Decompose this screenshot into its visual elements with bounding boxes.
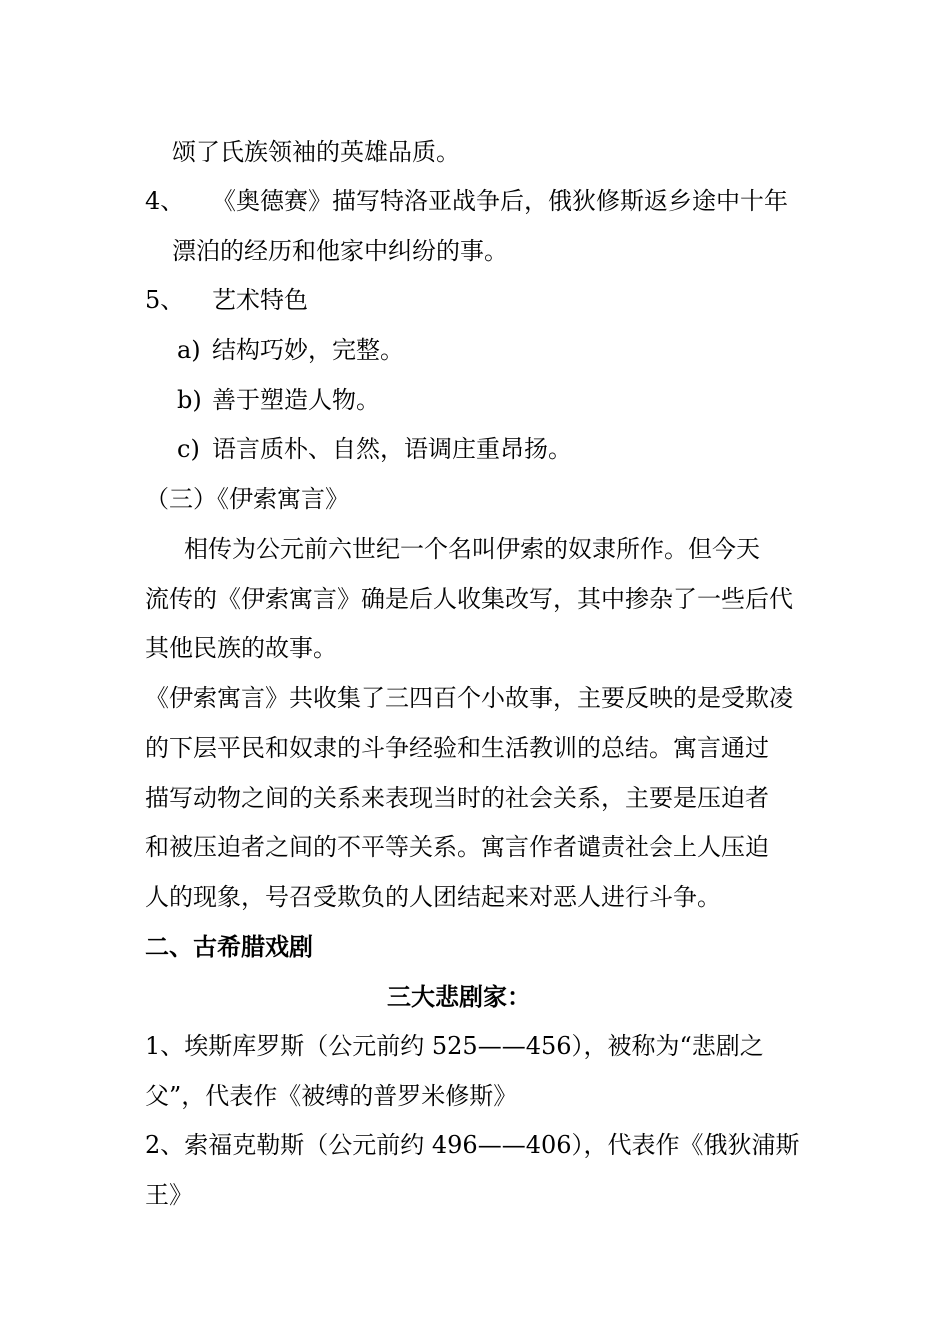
tragedian1-line1: 1、埃斯库罗斯（公元前约 525——456），被称为“悲剧之 [145,1032,764,1060]
chapter2-heading: 二、古希腊戏剧 [145,932,313,961]
para1-line2: 流传的《伊索寓言》确是后人收集改写，其中掺杂了一些后代 [145,585,793,613]
para2-line1: 《伊索寓言》共收集了三四百个小故事，主要反映的是受欺凌 [145,684,793,712]
section3-heading: （三）《伊索寓言》 [145,485,349,513]
subitem-c-marker: c) [177,435,200,463]
subitem-c-text: 语言质朴、自然，语调庄重昂扬。 [212,435,572,463]
para1-line3: 其他民族的故事。 [145,634,337,662]
subitem-b-text: 善于塑造人物。 [212,386,380,414]
para2-line2: 的下层平民和奴隶的斗争经验和生活教训的总结。寓言通过 [145,734,769,762]
item5-title: 艺术特色 [212,286,308,314]
item3-continuation: 颂了氏族领袖的英雄品质。 [172,138,460,166]
para1-line1: 相传为公元前六世纪一个名叫伊索的奴隶所作。但今天 [184,535,760,563]
subitem-b-marker: b) [177,386,202,414]
item5-number: 5、 [145,286,185,314]
tragedian1-line2: 父”，代表作《被缚的普罗米修斯》 [145,1082,518,1110]
para2-line5: 人的现象，号召受欺负的人团结起来对恶人进行斗争。 [145,883,721,911]
subitem-a-text: 结构巧妙，完整。 [212,336,404,364]
subitem-a-marker: a) [177,336,201,364]
para2-line3: 描写动物之间的关系来表现当时的社会关系，主要是压迫者 [145,784,769,812]
para2-line4: 和被压迫者之间的不平等关系。寓言作者谴责社会上人压迫 [145,833,769,861]
item4-line2: 漂泊的经历和他家中纠纷的事。 [172,237,508,265]
tragedian2-line1: 2、索福克勒斯（公元前约 496——406），代表作《俄狄浦斯 [145,1131,800,1159]
item4-number: 4、 [145,187,185,215]
item4-line1: 《奥德赛》描写特洛亚战争后，俄狄修斯返乡途中十年 [212,187,788,215]
tragedians-subheading: 三大悲剧家： [387,982,531,1011]
tragedian2-line2: 王》 [145,1181,193,1209]
